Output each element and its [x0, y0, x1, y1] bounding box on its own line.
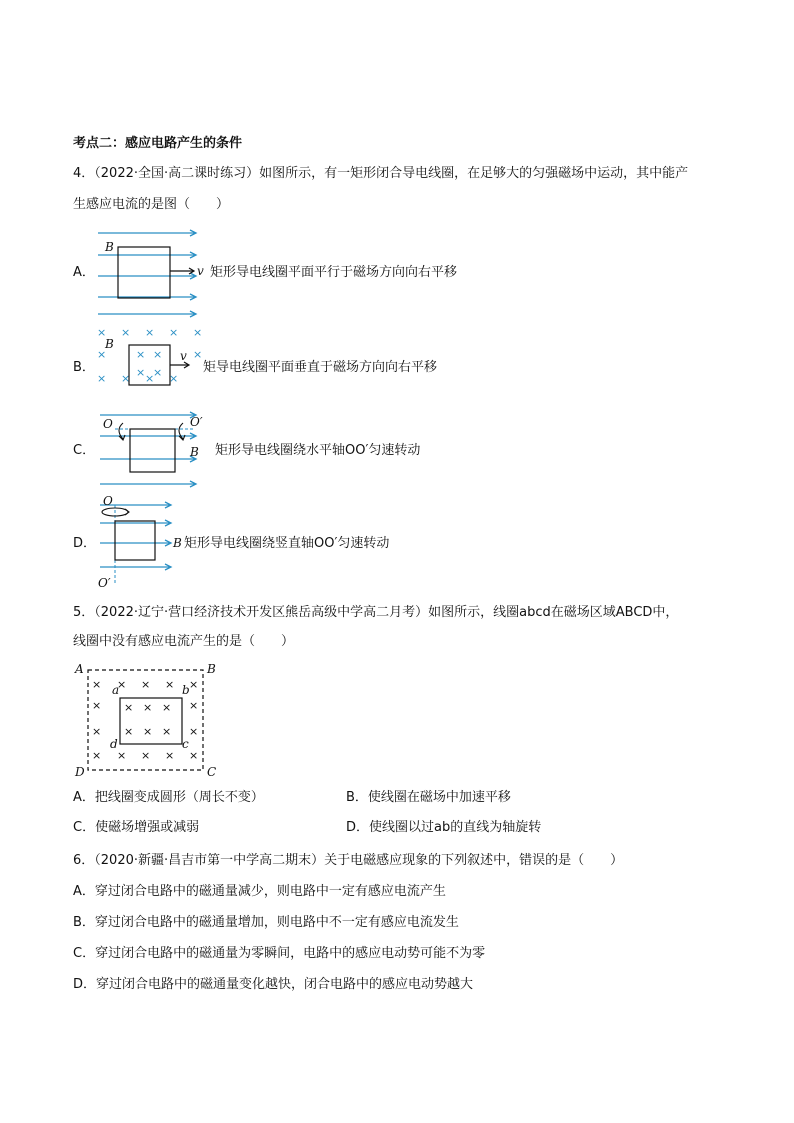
fig5-label-D: D [75, 765, 85, 779]
q4-option-b-label: B． [73, 360, 95, 375]
svg-text:×: × [145, 326, 155, 339]
q4-figure-a [95, 228, 215, 318]
q4-option-b-text: 矩导电线圈平面垂直于磁场方向向右平移 [203, 360, 438, 375]
q5-stem-line2: 线圈中没有感应电流产生的是（ ） [73, 634, 295, 649]
q4-stem-line1: 4．（2022·全国·高二课时练习）如图所示，有一矩形闭合导电线圈，在足够大的匀强磁场中运动，其中能产 [73, 166, 689, 181]
svg-text:×: × [153, 366, 163, 379]
svg-text:×: × [145, 372, 155, 385]
svg-text:×: × [121, 326, 131, 339]
svg-text:×: × [97, 348, 107, 361]
q4-option-a-label: A． [73, 265, 95, 280]
q4-option-d-text: 矩形导电线圈绕竖直轴OO′匀速转动 [184, 536, 390, 551]
q5-option-d: D．使线圈以过ab的直线为轴旋转 [346, 820, 542, 835]
fig-b-v-label: v [180, 349, 187, 363]
q6-option-a: A．穿过闭合电路中的磁通量减少，则电路中一定有感应电流产生 [73, 884, 446, 899]
svg-text:×: × [121, 372, 131, 385]
q4-option-d-label: D． [73, 536, 97, 551]
fig-a-b-label: B [105, 240, 114, 254]
section-title: 考点二：感应电路产生的条件 [73, 136, 243, 151]
field-arrows [100, 412, 196, 487]
svg-text:×: × [169, 326, 179, 339]
q5-stem-line1: 5．（2022·辽宁·营口经济技术开发区熊岳高级中学高二月考）如图所示，线圈abcd在磁场区域ABCD中， [73, 605, 679, 620]
svg-text:×: × [169, 372, 179, 385]
fig-d-b-label: B [173, 536, 182, 550]
q6-option-b: B．穿过闭合电路中的磁通量增加，则电路中不一定有感应电流发生 [73, 915, 459, 930]
fig-b-b-label: B [105, 337, 114, 351]
fig5-label-d: d [110, 737, 118, 751]
svg-text:×: × [124, 701, 134, 714]
q6-option-c: C．穿过闭合电路中的磁通量为零瞬间，电路中的感应电动势可能不为零 [73, 946, 486, 961]
fig5-label-a: a [112, 683, 120, 697]
svg-text:×: × [189, 749, 199, 762]
fig5-label-c: c [182, 737, 189, 751]
fig-c-o-label: O [103, 417, 113, 431]
q5-option-c: C．使磁场增强或减弱 [73, 820, 200, 835]
svg-text:×: × [117, 678, 127, 691]
q4-figure-c [95, 408, 215, 493]
svg-text:×: × [143, 725, 153, 738]
svg-text:×: × [136, 348, 146, 361]
fig-c-b-label: B [190, 445, 199, 459]
fig5-label-A: A [75, 662, 84, 676]
fig-c-o-prime-label: O′ [190, 415, 203, 429]
svg-text:×: × [124, 725, 134, 738]
svg-text:×: × [117, 749, 127, 762]
fig5-label-C: C [207, 765, 217, 779]
svg-text:×: × [189, 699, 199, 712]
svg-text:×: × [97, 326, 107, 339]
q6-option-d: D．穿过闭合电路中的磁通量变化越快，闭合电路中的感应电动势越大 [73, 977, 474, 992]
svg-text:×: × [165, 749, 175, 762]
q6-stem: 6．（2020·新疆·昌吉市第一中学高二期末）关于电磁感应现象的下列叙述中，错误的是（ ） [73, 853, 624, 868]
svg-text:×: × [143, 701, 153, 714]
svg-text:×: × [189, 678, 199, 691]
fig-d-o-prime-label: O′ [98, 576, 111, 590]
q4-option-c-label: C． [73, 443, 96, 458]
svg-text:×: × [193, 348, 203, 361]
fig-a-v-label: v [197, 264, 204, 278]
svg-text:×: × [92, 699, 102, 712]
coil-rect [115, 521, 155, 560]
svg-text:×: × [165, 678, 175, 691]
svg-text:×: × [153, 348, 163, 361]
fig5-label-B: B [207, 662, 216, 676]
svg-text:×: × [141, 678, 151, 691]
svg-text:×: × [97, 372, 107, 385]
q4-option-c-text: 矩形导电线圈绕水平轴OO′匀速转动 [215, 443, 421, 458]
q4-figure-b [95, 325, 205, 385]
svg-text:×: × [92, 749, 102, 762]
q5-option-b: B．使线圈在磁场中加速平移 [346, 790, 511, 805]
svg-text:×: × [189, 725, 199, 738]
svg-text:×: × [136, 366, 146, 379]
fig-d-o-label: O [103, 494, 113, 508]
svg-text:×: × [92, 725, 102, 738]
svg-text:×: × [162, 725, 172, 738]
q4-option-a-text: 矩形导电线圈平面平行于磁场方向向右平移 [210, 265, 458, 280]
svg-text:×: × [193, 326, 203, 339]
svg-text:×: × [162, 701, 172, 714]
q5-figure [72, 660, 222, 778]
q5-option-a: A．把线圈变成圆形（周长不变） [73, 790, 264, 805]
svg-text:×: × [92, 678, 102, 691]
svg-text:×: × [141, 749, 151, 762]
fig5-label-b: b [182, 683, 190, 697]
q4-stem-line2: 生感应电流的是图（ ） [73, 197, 230, 212]
